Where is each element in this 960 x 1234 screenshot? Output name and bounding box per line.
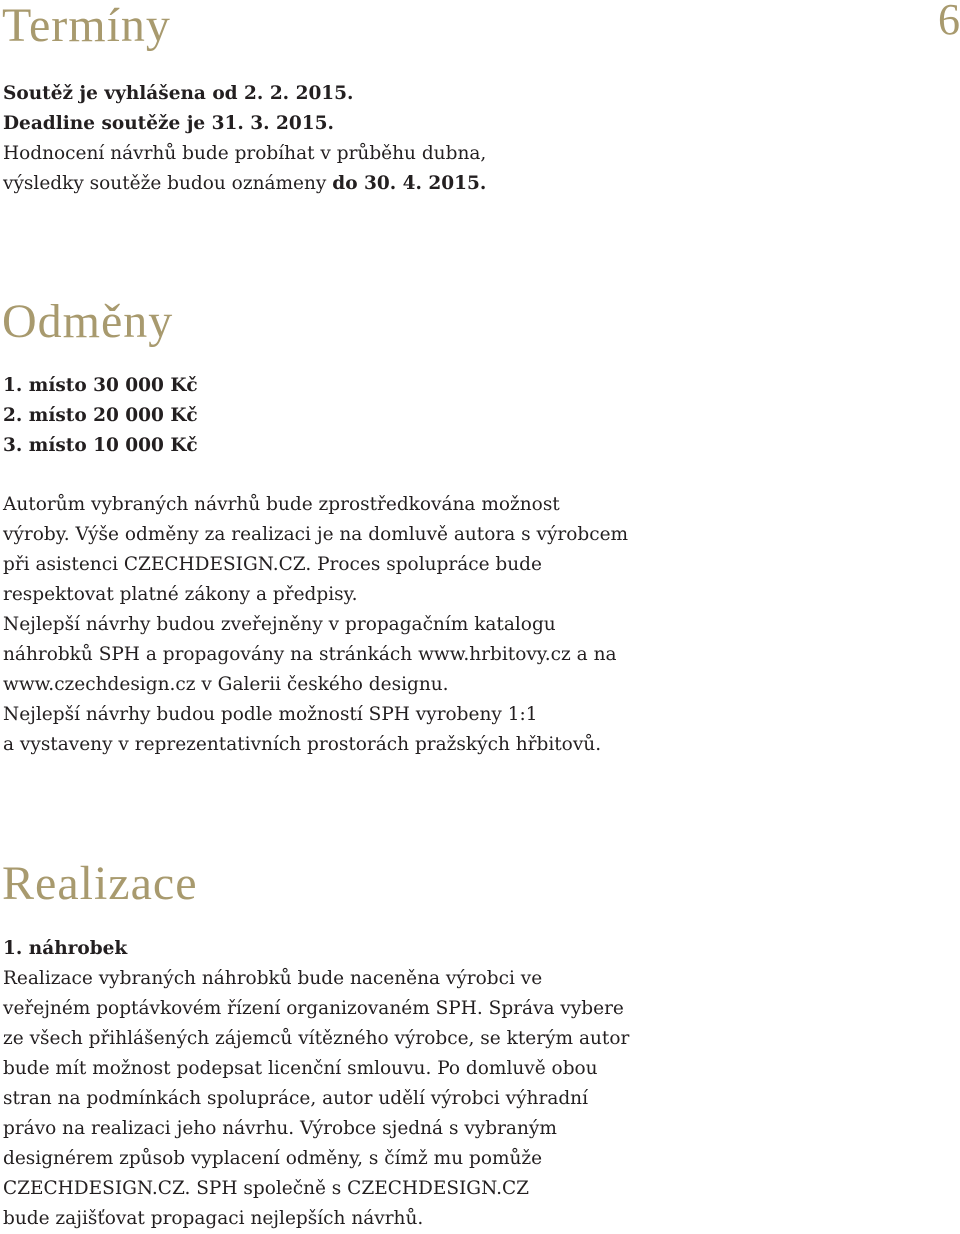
prize-item: 3. místo 10 000 Kč: [3, 435, 198, 456]
paragraph-line: veřejném poptávkovém řízení organizovaném SPH. Správa vybere: [3, 998, 624, 1019]
paragraph-line: Nejlepší návrhy budou zveřejněny v propagačním katalogu: [3, 614, 556, 635]
terms-line: [3, 169, 486, 199]
page-number: 6: [938, 0, 960, 44]
terms-line: Hodnocení návrhů bude probíhat v průběhu dubna,: [3, 143, 487, 164]
paragraph-line: při asistenci CZECHDESIGN.CZ. Proces spolupráce bude: [3, 554, 542, 575]
prizes-list: [3, 371, 198, 461]
terms-line-date: do 30. 4. 2015.: [332, 173, 487, 194]
paragraph-line: ze všech přihlášených zájemců vítězného výrobce, se kterým autor: [3, 1028, 630, 1049]
terms-line: Deadline soutěže je 31. 3. 2015.: [3, 113, 334, 134]
terms-line-text: výsledky soutěže budou oznámeny: [3, 173, 333, 194]
rewards-paragraph: [3, 490, 628, 760]
paragraph-line: a vystaveny v reprezentativních prostorách pražských hřbitovů.: [3, 734, 602, 755]
realizace-subheading-block: [3, 934, 127, 964]
prize-item: 1. místo 30 000 Kč: [3, 375, 198, 396]
paragraph-line: bude mít možnost podepsat licenční smlouvu. Po domluvě obou: [3, 1058, 598, 1079]
realizace-subheading: 1. náhrobek: [3, 938, 128, 959]
prize-item: 2. místo 20 000 Kč: [3, 405, 198, 426]
paragraph-line: respektovat platné zákony a předpisy.: [3, 584, 358, 605]
paragraph-line: Autorům vybraných návrhů bude zprostředkována možnost: [3, 494, 560, 515]
paragraph-line: Nejlepší návrhy budou podle možností SPH vyrobeny 1:1: [3, 704, 538, 725]
paragraph-line: bude zajišťovat propagaci nejlepších návrhů.: [3, 1208, 424, 1229]
paragraph-line: výroby. Výše odměny za realizaci je na domluvě autora s výrobcem: [3, 524, 629, 545]
heading-odmeny: Odměny: [2, 295, 174, 348]
heading-realizace: Realizace: [2, 857, 198, 910]
paragraph-line: Realizace vybraných náhrobků bude naceněna výrobci ve: [3, 968, 543, 989]
paragraph-line: www.czechdesign.cz v Galerii českého designu.: [3, 674, 449, 695]
heading-terminy: Termíny: [2, 0, 171, 52]
terms-block: [3, 79, 486, 199]
terms-line: Soutěž je vyhlášena od 2. 2. 2015.: [3, 83, 354, 104]
paragraph-line: CZECHDESIGN.CZ. SPH společně s CZECHDESIGN.CZ: [3, 1178, 529, 1199]
paragraph-line: designérem způsob vyplacení odměny, s čímž mu pomůže: [3, 1148, 543, 1169]
realizace-paragraph: [3, 964, 629, 1234]
paragraph-line: stran na podmínkách spolupráce, autor udělí výrobci výhradní: [3, 1088, 589, 1109]
paragraph-line: náhrobků SPH a propagovány na stránkách www.hrbitovy.cz a na: [3, 644, 617, 665]
paragraph-line: právo na realizaci jeho návrhu. Výrobce sjedná s vybraným: [3, 1118, 557, 1139]
